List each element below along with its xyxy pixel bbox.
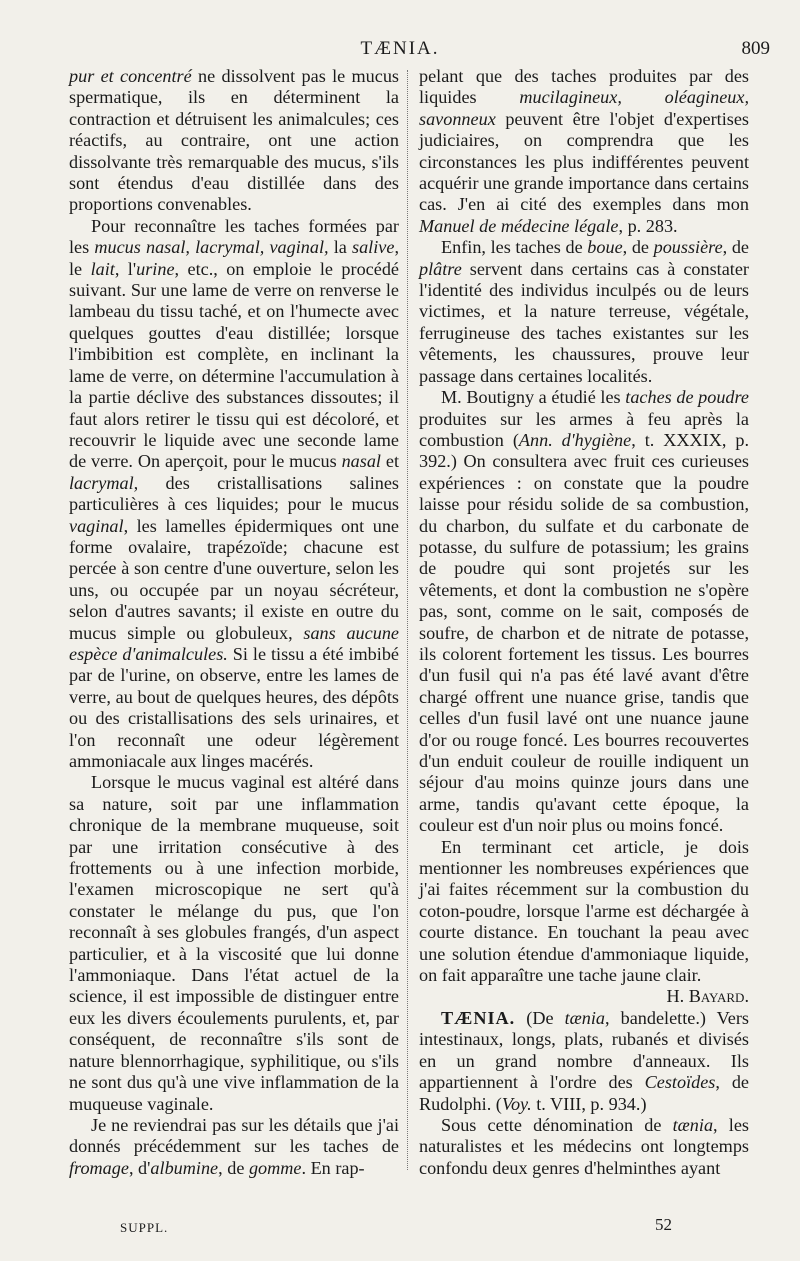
text: En terminant cet article, je dois mentionner les nombreuses expériences que j'ai faites récemment sur la combustion du coton-poudre, lorsque l'arme est déchargée à courte distance. En touchant la peau avec une solution étendue d'ammoniaque liquide, on fait apparaître une tache jaune clair. — [419, 836, 749, 986]
text: la — [328, 237, 352, 258]
italic-text: fromage — [69, 1157, 129, 1178]
text: Si le tissu a été imbibé par de l'urine, on observe, entre les lames de verre, au bout de quelques heures, des dépôts ou des cristallisations des sels urinaires, et l'on reconnaît une odeur légèrement ammoniacale aux linges macérés. — [69, 643, 399, 771]
text: , de Rudolphi. ( — [419, 1072, 749, 1114]
text: et — [380, 451, 399, 472]
italic-text: boue — [587, 237, 623, 258]
text: , les naturalistes et les médecins ont longtemps confondu deux genres d'helminthes ayant — [419, 1114, 749, 1178]
italic-text: pur et concentré — [69, 66, 192, 86]
paragraph — [69, 1115, 399, 1179]
text: . En rap- — [301, 1157, 365, 1178]
text: , t. XXXIX, p. 392.) On consultera avec fruit ces curieuses expériences : on constate que la poudre laisse pour résidu solide de sa combustion, du charbon, du sulfate et du carbonate de potasse, du sulfure de potassium; les grains de poudre qui sont projetés sur les vêtements, et dont la combustion ne s'opère pas, sont, comme on le sait, composés de soufre, de charbon et de nitrate de potasse, ils colorent fortement les tissus. Les bourres d'un fusil qui n'a pas été lavé avant d'être chargé offrent une nuance grise, tandis que celles d'un fusil lavé ont une nuance jaune d'or ou rouge foncé. Les bourres recouvertes d'un enduit couleur de rouille indiquent un séjour d'au moins quinze jours dans une arme, tandis qu'avant cette époque, la couleur est d'un noir plus ou moins foncé. — [419, 429, 749, 836]
author-signature: H. Bayard. — [666, 986, 749, 1007]
text: (De — [515, 1007, 565, 1028]
text: , etc., on emploie le procédé suivant. Sur une lame de verre on renverse le lambeau du tissu taché, et on l'humecte avec quelques gouttes d'eau distillée; lorsque l'imbibition est complète, en inclinant la lame de verre, on détermine l'accumulation à la partie déclive des substances dissoutes; il faut alors retirer le tissu qui est décoloré, et recouvrir le liquide avec une seconde lame de verre. On aperçoit, pour le mucus — [69, 258, 399, 472]
paragraph: Lorsque le mucus vaginal est altéré dans sa nature, soit par une inflammation chronique de la membrane muqueuse, soit par une irritation consécutive à des frottements ou à une infection morbide, l'examen microscopique ne sert qu'à constater le mélange du pus, que l'on reconnaît à ses globules frangés, d'un aspect particulier, et à la viscosité que lui donne l'ammoniaque. Dans l'état actuel de la science, il est impossible de distinguer entre eux les divers écoulements purulents, et, par conséquent, de reconnaître s'ils sont de nature blennorrhagique, syphilitique, ou s'ils ne sont dus qu'à une vive inflammation de la muqueuse vaginale. — [69, 772, 399, 1114]
paragraph — [419, 1115, 749, 1179]
text: Enfin, les taches de — [441, 237, 588, 258]
paragraph — [419, 387, 749, 837]
text: servent dans certains cas à constater l'identité des individus inculpés ou de leurs victimes, et la nature terreuse, végétale, ferrugineuse des taches existantes sur les vêtements, les chaussures, prouve leur passage dans certaines localités. — [419, 258, 749, 386]
text: , le — [69, 237, 399, 279]
italic-text: plâtre — [419, 258, 462, 279]
paragraph — [419, 837, 749, 1008]
text: , l' — [114, 258, 137, 279]
italic-text: mucus nasal, lacrymal, vaginal, — [94, 237, 329, 258]
text: , bandelette.) Vers intestinaux, longs, plats, rubanés et divisés en un grand nombre d'anneaux. Ils appartiennent à l'ordre des — [419, 1007, 749, 1093]
italic-text: mucilagineux, oléagineux, savonneux — [419, 87, 749, 129]
paragraph — [69, 66, 399, 216]
italic-text: Manuel de médecine légale — [419, 215, 619, 236]
italic-text: gomme — [248, 1157, 302, 1178]
text: , de — [722, 237, 749, 258]
italic-text: nasal — [341, 451, 381, 472]
italic-text: urine — [136, 258, 175, 279]
text: pelant que des taches produites par des liquides — [419, 66, 749, 108]
italic-text: tænia — [672, 1114, 714, 1135]
text: , de — [218, 1157, 249, 1178]
italic-text: Voy. — [501, 1093, 532, 1114]
text: , les lamelles épidermiques ont une forme ovalaire, trapézoïde; chacune est percée à son centre d'une ouverture, selon les uns, ou occupée par un noyau sécréteur, selon d'autres savants; il existe en outre du mucus simple ou globuleux, — [69, 515, 399, 643]
page-number: 809 — [741, 38, 770, 59]
italic-text: albumine — [150, 1157, 219, 1178]
italic-text: salive — [352, 237, 395, 258]
italic-text: vaginal — [69, 515, 124, 536]
text: , de — [622, 237, 654, 258]
text: , p. 283. — [618, 215, 678, 236]
paragraph — [419, 66, 749, 237]
column-divider — [407, 70, 408, 1170]
italic-text: poussière — [653, 237, 723, 258]
text: produites sur les armes à feu après la combustion ( — [419, 408, 749, 450]
text: M. Boutigny a étudié les — [441, 387, 626, 408]
entry-headword: TÆNIA. — [441, 1007, 516, 1028]
text: peuvent être l'objet d'expertises judiciaires, on comprendra que les circonstances les plus indifférentes peuvent acquérir une grande importance dans certains cas. J'en ai cité des exemples dans mon — [419, 108, 749, 215]
running-header-title: TÆNIA. — [360, 38, 440, 59]
text: ne dissolvent pas le mucus spermatique, ils en déterminent la contraction et détruisent les animalcules; ces réactifs, au contraire, ont une action dissolvante très remarquable des mucus, s'ils sont étendus d'eau distillée dans des proportions convenables. — [69, 66, 399, 215]
italic-text: lait — [90, 258, 115, 279]
italic-text: Cestoïdes — [644, 1072, 716, 1093]
signature-mark: SUPPL. — [120, 1220, 169, 1235]
left-column — [69, 66, 399, 1179]
italic-text: lacrymal, — [69, 472, 139, 493]
italic-text: tænia — [564, 1007, 606, 1028]
text: , d' — [128, 1157, 151, 1178]
right-column — [419, 66, 749, 1179]
italic-text: taches de poudre — [625, 387, 749, 408]
entry-paragraph — [419, 1008, 749, 1115]
text: t. VIII, p. 934.) — [531, 1093, 647, 1114]
text: Pour reconnaître les taches formées par les — [69, 215, 399, 258]
text: Sous cette dénomination de — [441, 1114, 673, 1135]
paragraph — [419, 237, 749, 387]
text: Je ne reviendrai pas sur les détails que j'ai donnés précédemment sur les taches de — [69, 1114, 399, 1157]
paragraph — [69, 216, 399, 773]
italic-text: Ann. d'hygiène — [518, 429, 632, 450]
text: des cristallisations salines particulières à ces liquides; pour le mucus — [69, 472, 399, 515]
sheet-number: 52 — [655, 1215, 672, 1234]
italic-text: sans aucune espèce d'animalcules. — [69, 622, 399, 664]
